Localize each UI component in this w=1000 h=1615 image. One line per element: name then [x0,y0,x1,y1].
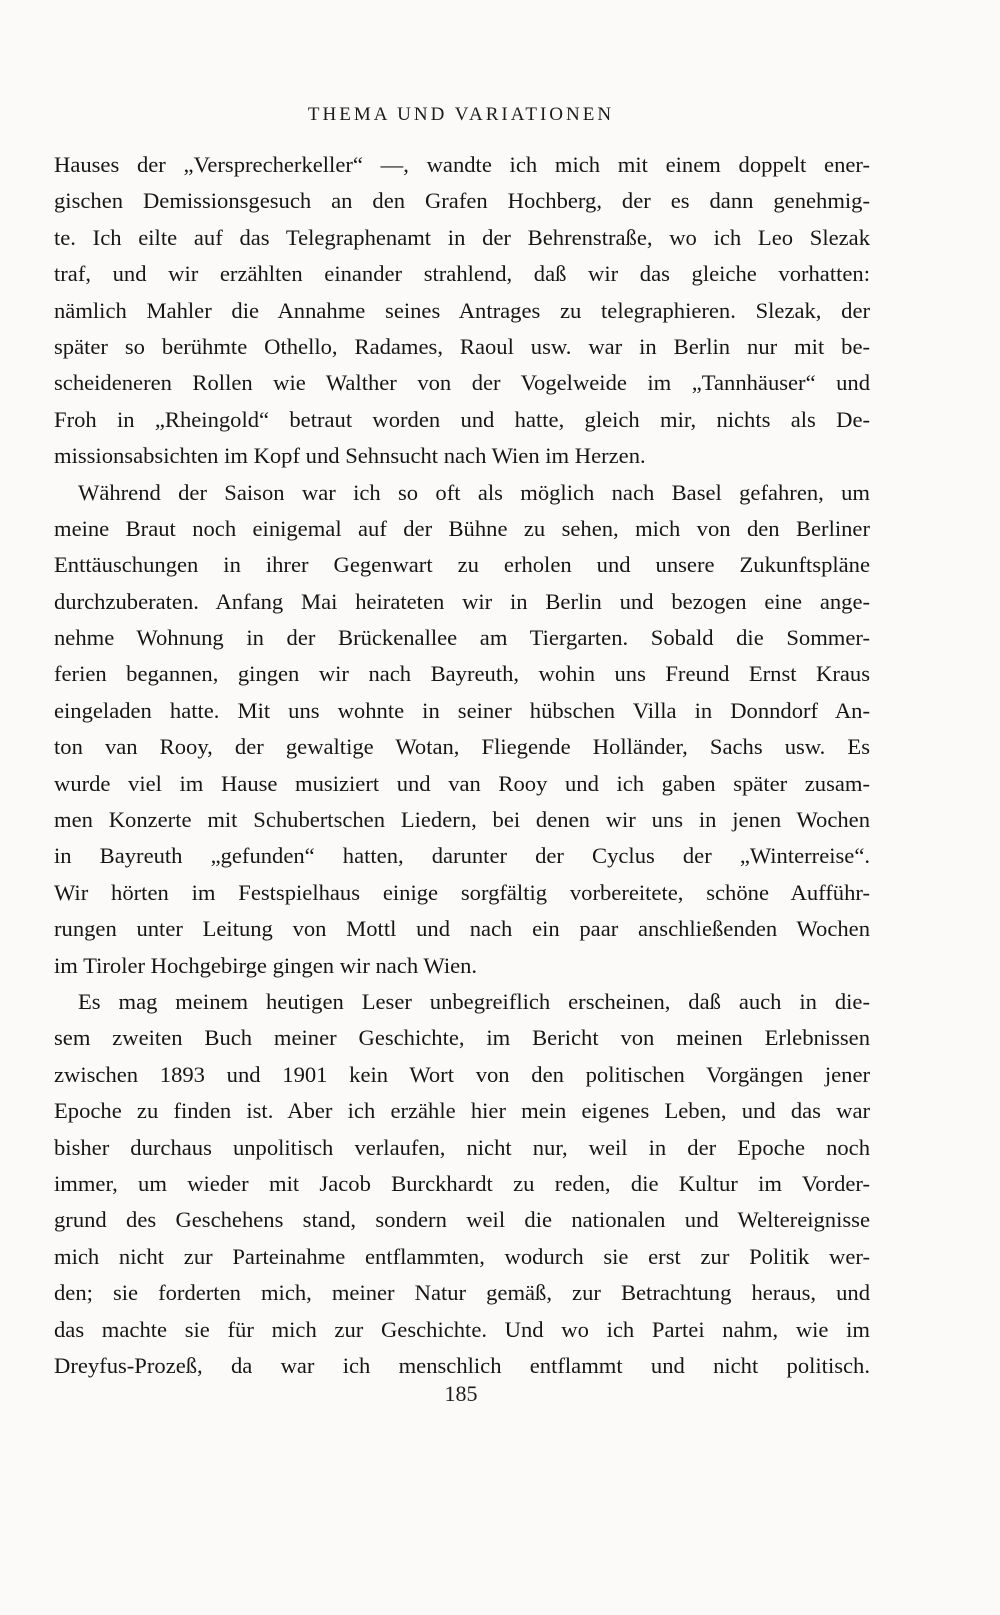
text-line: Es mag meinem heutigen Leser unbegreiflich erscheinen, daß auch in die- [78,988,870,1014]
text-line: in Bayreuth „gefunden“ hatten, darunter der Cyclus der „Winterreise“. [54,843,870,869]
text-line: eingeladen hatte. Mit uns wohnte in seiner hübschen Villa in Donndorf An- [54,697,870,723]
paragraph [54,147,870,475]
body-text [54,147,870,1384]
text-line: ferien begannen, gingen wir nach Bayreuth, wohin uns Freund Ernst Kraus [54,661,870,687]
text-line: später so berühmte Othello, Radames, Raoul usw. war in Berlin nur mit be- [54,333,870,359]
text-line: traf, und wir erzählten einander strahlend, daß wir das gleiche vorhatten: [54,261,870,287]
page-number: 185 [444,1381,478,1406]
text-line: Froh in „Rheingold“ betraut worden und hatte, gleich mir, nichts als De- [54,406,870,432]
text-line: Epoche zu finden ist. Aber ich erzähle hier mein eigenes Leben, und das war [54,1098,870,1124]
text-line: wurde viel im Hause musiziert und van Rooy und ich gaben später zusam- [54,770,870,796]
text-line: immer, um wieder mit Jacob Burckhardt zu reden, die Kultur im Vorder- [54,1170,870,1196]
text-line: Enttäuschungen in ihrer Gegenwart zu erholen und unsere Zukunftspläne [54,552,870,578]
text-line: das machte sie für mich zur Geschichte. Und wo ich Partei nahm, wie im [54,1316,870,1342]
text-line: Wir hörten im Festspielhaus einige sorgfältig vorbereitete, schöne Aufführ- [54,879,870,905]
text-line: grund des Geschehens stand, sondern weil die nationalen und Weltereignisse [54,1207,870,1233]
text-line: gischen Demissionsgesuch an den Grafen Hochberg, der es dann genehmig- [54,188,870,214]
running-head: THEMA UND VARIATIONEN [307,104,615,125]
text-line: nehme Wohnung in der Brückenallee am Tiergarten. Sobald die Sommer- [54,625,870,651]
text-line: im Tiroler Hochgebirge gingen wir nach Wien. [54,952,478,978]
text-line: missionsabsichten im Kopf und Sehnsucht nach Wien im Herzen. [54,443,646,469]
text-line: men Konzerte mit Schubertschen Liedern, bei denen wir uns in jenen Wochen [54,807,870,833]
text-line: meine Braut noch einigemal auf der Bühne zu sehen, mich von den Berliner [54,515,870,541]
text-line: sem zweiten Buch meiner Geschichte, im Bericht von meinen Erlebnissen [54,1025,870,1051]
text-line: Hauses der „Versprecherkeller“ —, wandte ich mich mit einem doppelt ener- [54,152,870,177]
text-line: rungen unter Leitung von Mottl und nach ein paar anschließenden Wochen [54,916,870,942]
text-line: te. Ich eilte auf das Telegraphenamt in der Behrenstraße, wo ich Leo Slezak [54,224,870,250]
text-line: zwischen 1893 und 1901 kein Wort von den politischen Vorgängen jener [54,1061,870,1087]
text-line: nämlich Mahler die Annahme seines Antrages zu telegraphieren. Slezak, der [54,297,870,323]
text-line: durchzuberaten. Anfang Mai heirateten wir in Berlin und bezogen eine ange- [54,588,870,614]
text-line: Dreyfus-Prozeß, da war ich menschlich entflammt und nicht politisch. [54,1352,870,1378]
paragraph [54,475,870,984]
text-line: scheideneren Rollen wie Walther von der Vogelweide im „Tannhäuser“ und [54,370,870,396]
text-line: Während der Saison war ich so oft als möglich nach Basel gefahren, um [78,479,870,505]
text-line: mich nicht zur Parteinahme entflammten, wodurch sie erst zur Politik wer- [54,1243,870,1269]
text-line: bisher durchaus unpolitisch verlaufen, nicht nur, weil in der Epoche noch [54,1134,870,1160]
text-line: den; sie forderten mich, meiner Natur gemäß, zur Betrachtung heraus, und [54,1280,870,1306]
text-line: ton van Rooy, der gewaltige Wotan, Fliegende Holländer, Sachs usw. Es [54,734,870,760]
paragraph [54,984,870,1384]
